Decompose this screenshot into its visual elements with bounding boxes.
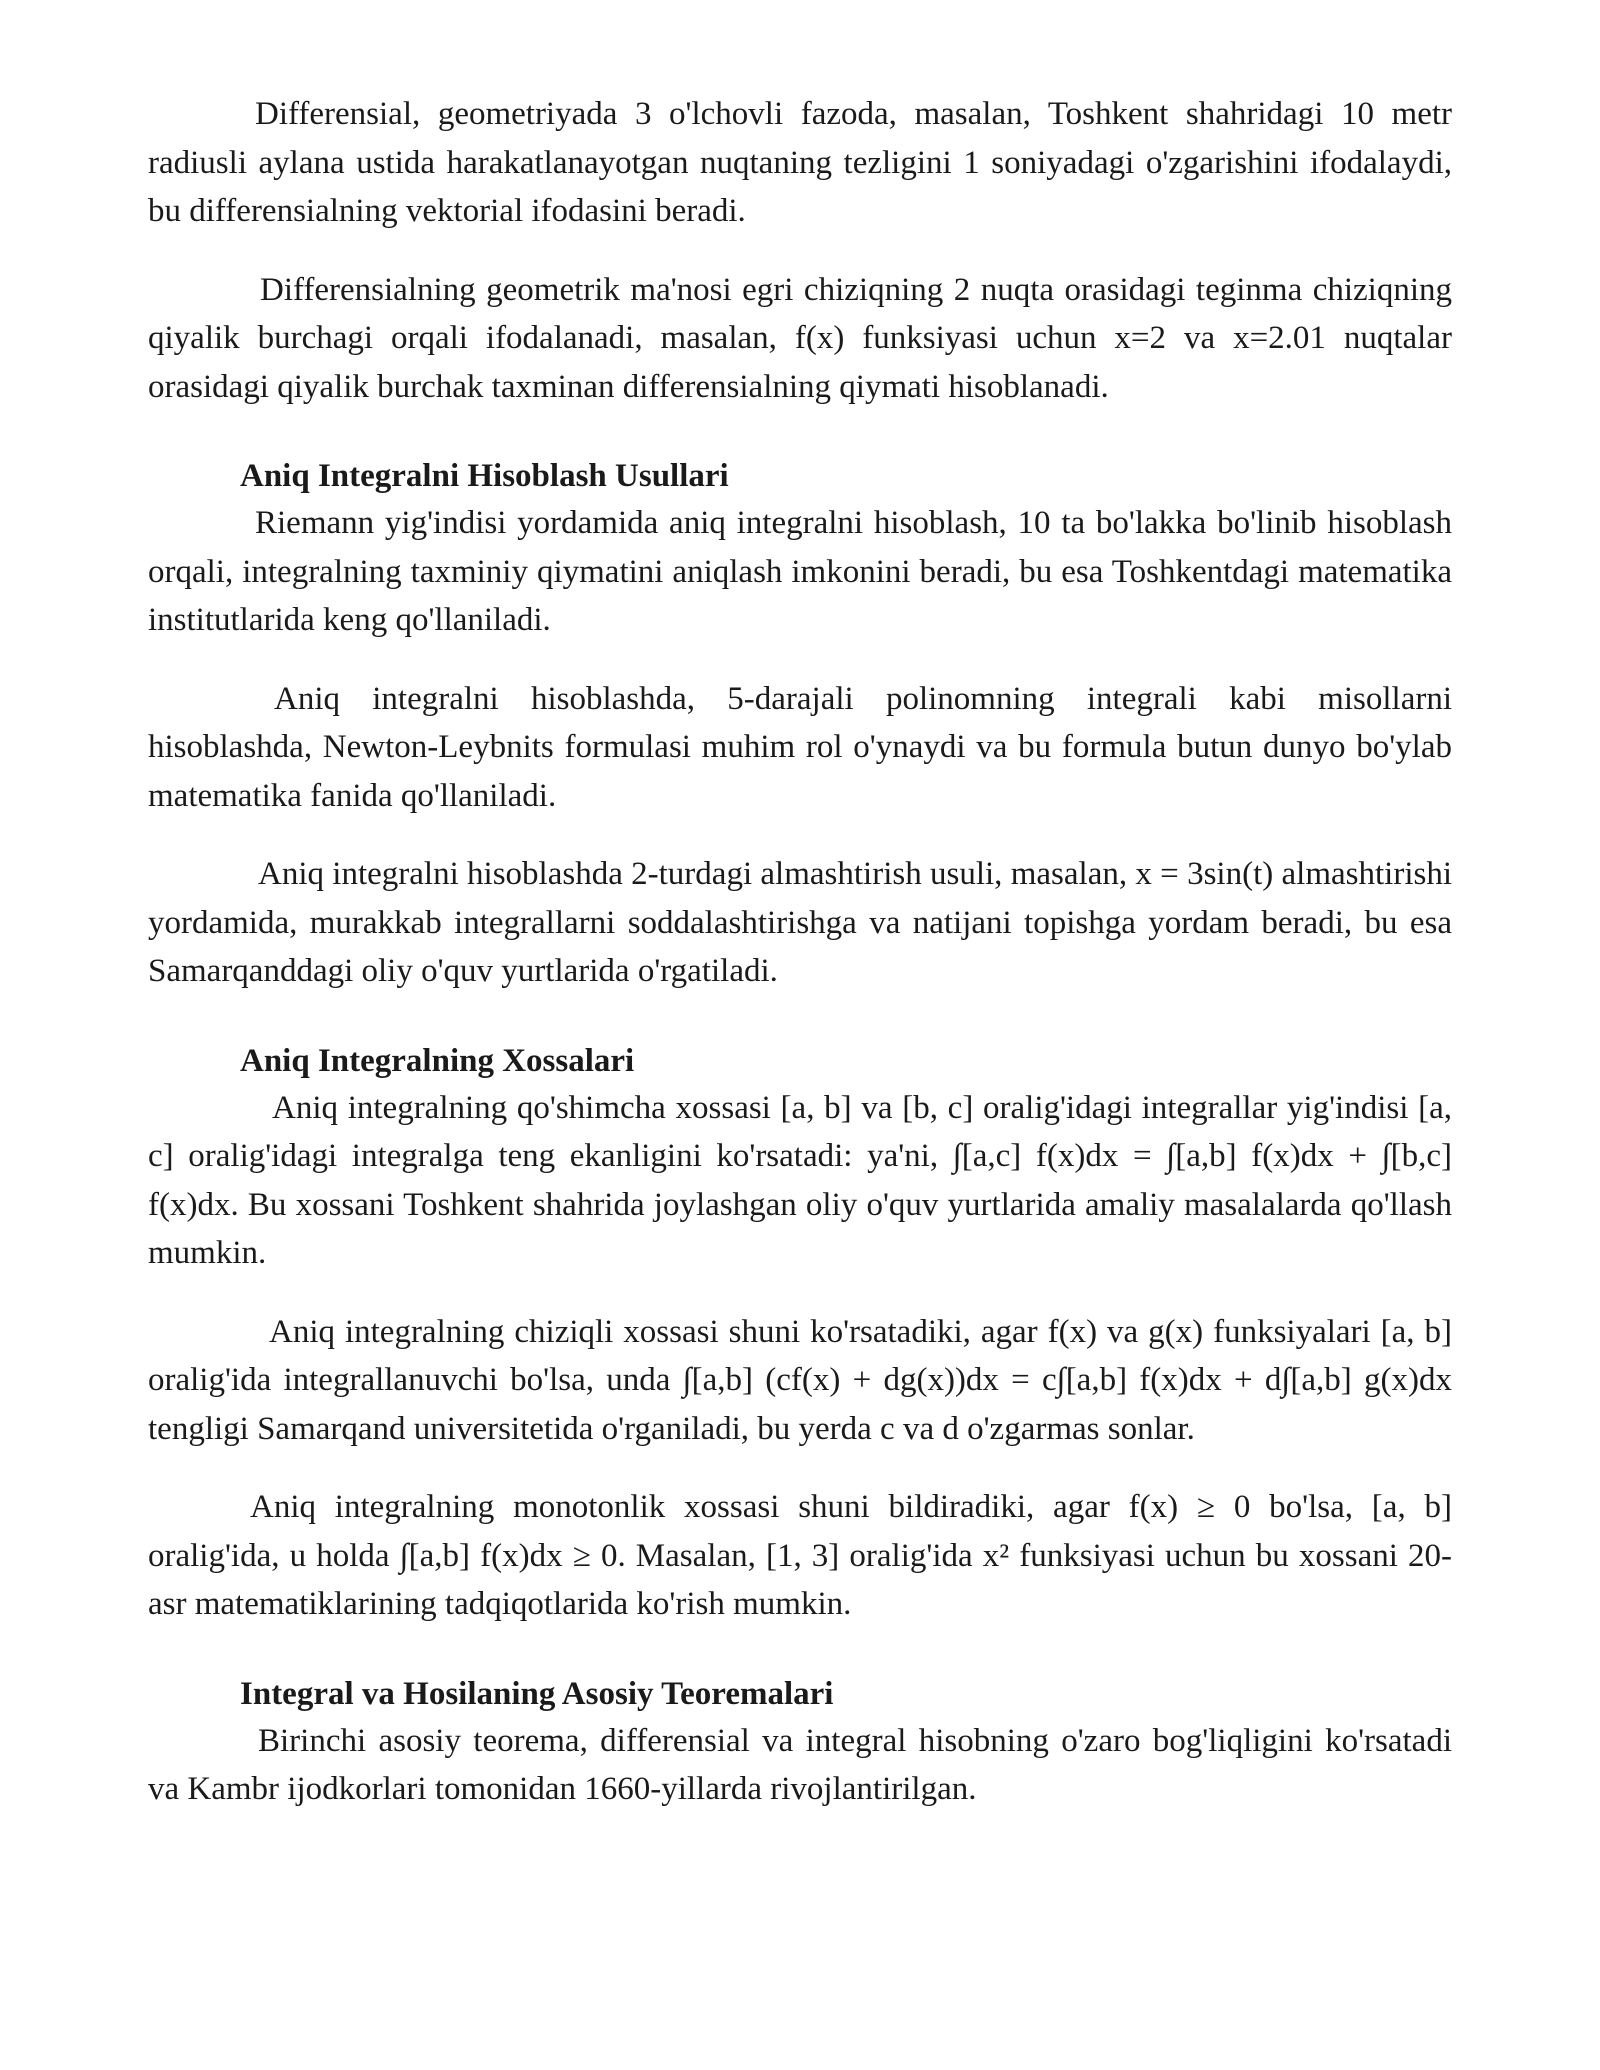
paragraph-riemann-sum: Riemann yig'indisi yordamida aniq integralni hisoblash, 10 ta bo'lakka bo'linib hisoblash orqali, integralning taxminiy qiymatini aniqlash imkonini beradi, bu esa Toshkentdagi matematika institutlarida keng qo'llaniladi. xyxy=(148,505,1452,638)
heading-integral-properties: Aniq Integralning Xossalari xyxy=(240,1042,635,1079)
paragraph-newton-leibniz: Aniq integralni hisoblashda, 5-darajali polinomning integrali kabi misollarni hisoblashda, Newton-Leybnits formulasi muhim rol o'ynaydi va bu formula butun dunyo bo'ylab matematika fanida qo'llaniladi. xyxy=(148,680,1452,814)
paragraph-differential-meaning: Differensialning geometrik ma'nosi egri chiziqning 2 nuqta orasidagi teginma chiziqning qiyalik burchagi orqali ifodalanadi, masalan, f(x) funksiyasi uchun x=2 va x=2.01 nuqtalar orasidagi qiyalik burchak taxminan differensialning qiymati hisoblanadi. xyxy=(148,271,1452,405)
document-page xyxy=(148,90,1452,1814)
paragraph-linearity: Aniq integralning chiziqli xossasi shuni ko'rsatadiki, agar f(x) va g(x) funksiyalari [a, b] oralig'ida integrallanuvchi bo'lsa, unda ∫[a,b] (cf(x) + dg(x))dx = c∫[a,b] f(x)dx + d∫[a,b] g(x)dx tengligi Samarqand universitetida o'rganiladi, bu yerda c va d o'zgarmas sonlar. xyxy=(148,1313,1452,1447)
paragraph-first-theorem: Birinchi asosiy teorema, differensial va integral hisobning o'zaro bog'liqligini ko'rsatadi va Kambr ijodkorlari tomonidan 1660-yillarda rivojlantirilgan. xyxy=(148,1722,1452,1807)
heading-fundamental-theorems: Integral va Hosilaning Asosiy Teoremalari xyxy=(240,1675,834,1712)
paragraph-differential-geometry: Differensial, geometriyada 3 o'lchovli fazoda, masalan, Toshkent shahridagi 10 metr radiusli aylana ustida harakatlanayotgan nuqtaning tezligini 1 soniyadagi o'zgarishini ifodalaydi, bu differensialning vektorial ifodasini beradi. xyxy=(148,96,1452,229)
paragraph-additivity: Aniq integralning qo'shimcha xossasi [a, b] va [b, c] oralig'idagi integrallar yig'indisi [a, c] oralig'idagi integralga teng ekanligini ko'rsatadi: ya'ni, ∫[a,c] f(x)dx = ∫[a,b] f(x)dx + ∫[b,c] f(x)dx. Bu xossani Toshkent shahrida joylashgan oliy o'quv yurtlarida amaliy masalalarda qo'llash mumkin. xyxy=(148,1089,1452,1271)
heading-integral-methods: Aniq Integralni Hisoblash Usullari xyxy=(240,458,729,494)
paragraph-monotonicity: Aniq integralning monotonlik xossasi shuni bildiradiki, agar f(x) ≥ 0 bo'lsa, [a, b] oralig'ida, u holda ∫[a,b] f(x)dx ≥ 0. Masalan, [1, 3] oralig'ida x² funksiyasi uchun bu xossani 20-asr matematiklarining tadqiqotlarida ko'rish mumkin. xyxy=(148,1489,1452,1622)
paragraph-substitution: Aniq integralni hisoblashda 2-turdagi almashtirish usuli, masalan, x = 3sin(t) almashtirishi yordamida, murakkab integrallarni soddalashtirishga va natijani topishga yordam beradi, bu esa Samarqanddagi oliy o'quv yurtlarida o'rgatiladi. xyxy=(148,856,1452,989)
